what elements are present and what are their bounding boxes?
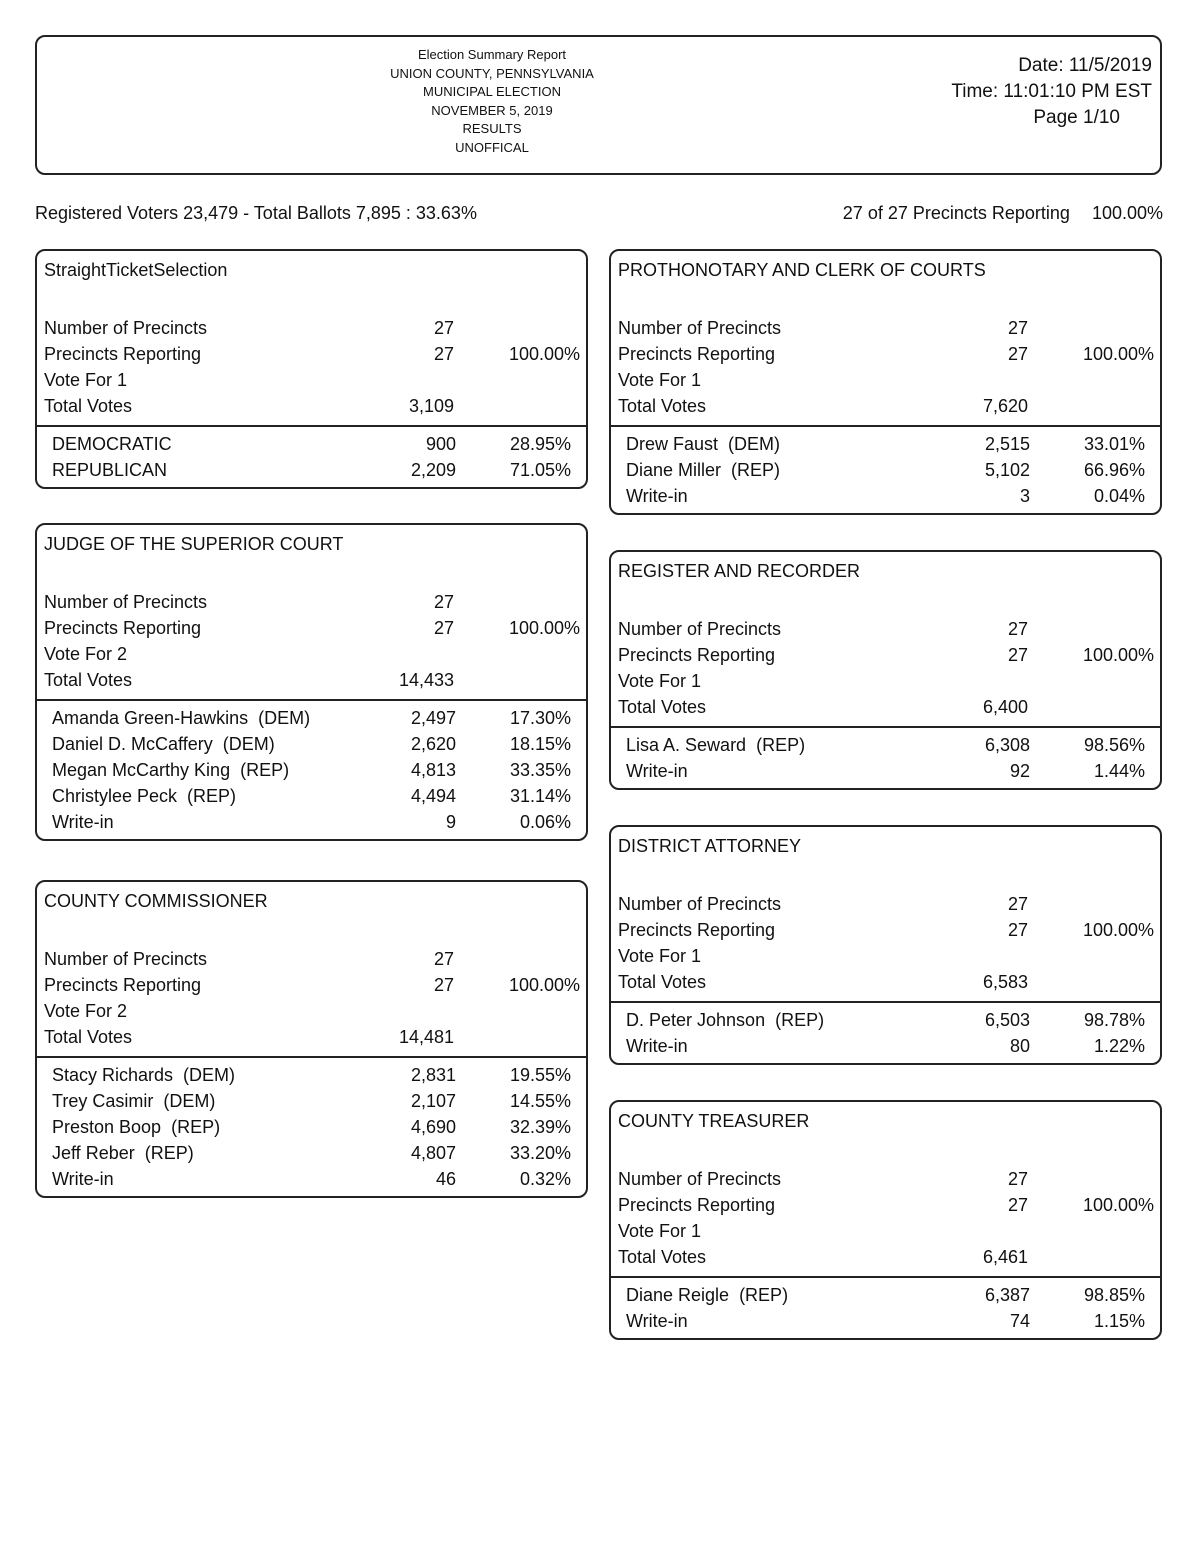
candidate-row [37, 1140, 586, 1166]
candidate-votes: 9 [445, 812, 456, 832]
candidate-list [611, 431, 1160, 513]
precincts-reporting-row [611, 1192, 1160, 1218]
candidate-percent: 0.06% [519, 812, 571, 832]
candidate-votes: 92 [1009, 761, 1030, 781]
vote-for-label: Vote For 1 [44, 370, 128, 390]
total-votes-row [37, 393, 586, 419]
candidate-percent: 19.55% [509, 1065, 571, 1085]
candidate-row [611, 758, 1160, 784]
total-votes-row [37, 667, 586, 693]
candidate-row [37, 731, 586, 757]
number-of-precincts-label: Number of Precincts [44, 318, 208, 338]
number-of-precincts-value: 27 [1007, 619, 1028, 639]
vote-for-row [611, 367, 1160, 393]
candidate-percent: 71.05% [509, 460, 571, 480]
race-box [35, 880, 588, 1198]
candidate-votes: 4,813 [410, 760, 456, 780]
precincts-reporting-label: Precincts Reporting [44, 344, 202, 364]
precincts-reporting-value: 27 [433, 618, 454, 638]
total-votes-value: 7,620 [982, 396, 1028, 416]
total-votes-value: 6,461 [982, 1247, 1028, 1267]
candidate-name: Amanda Green-Hawkins (DEM) [52, 708, 311, 728]
race-title: COUNTY COMMISSIONER [44, 891, 268, 911]
race-info [37, 581, 586, 693]
candidate-votes: 2,515 [984, 434, 1030, 454]
precincts-reporting-value: 27 [1007, 344, 1028, 364]
divider [37, 425, 586, 427]
candidate-name: Diane Miller (REP) [626, 460, 781, 480]
candidate-votes: 46 [435, 1169, 456, 1189]
total-votes-label: Total Votes [618, 972, 707, 992]
candidate-votes: 4,807 [410, 1143, 456, 1163]
candidate-votes: 6,308 [984, 735, 1030, 755]
candidate-row [37, 1062, 586, 1088]
candidate-percent: 66.96% [1083, 460, 1145, 480]
race-info [37, 307, 586, 419]
candidate-list [611, 1007, 1160, 1063]
results-label: RESULTS [462, 121, 522, 136]
number-of-precincts-label: Number of Precincts [618, 894, 782, 914]
unofficial-label: UNOFFICAL [455, 139, 529, 155]
vote-for-label: Vote For 2 [44, 644, 128, 664]
candidate-percent: 18.15% [509, 734, 571, 754]
candidate-row [37, 1166, 586, 1192]
candidate-percent: 0.04% [1093, 486, 1145, 506]
vote-for-label: Vote For 1 [618, 370, 702, 390]
race-info [611, 883, 1160, 995]
race-box [609, 249, 1162, 515]
vote-for-row [611, 943, 1160, 969]
page-number: Page 1/10 [1033, 107, 1120, 128]
race-title: DISTRICT ATTORNEY [618, 836, 802, 856]
vote-for-label: Vote For 1 [618, 1221, 702, 1241]
precincts-reporting-label: Precincts Reporting [618, 645, 776, 665]
race-box [35, 249, 588, 489]
candidate-list [37, 1062, 586, 1196]
number-of-precincts-row [37, 315, 586, 341]
precincts-reporting-percent: 100.00% [1082, 920, 1154, 940]
candidate-row [611, 1007, 1160, 1033]
vote-for-label: Vote For 1 [618, 671, 702, 691]
candidate-list [611, 1282, 1160, 1338]
race-title: COUNTY TREASURER [618, 1111, 810, 1131]
candidate-name: Christylee Peck (REP) [52, 786, 237, 806]
candidate-percent: 33.01% [1083, 434, 1145, 454]
race-box [609, 550, 1162, 790]
total-votes-value: 3,109 [408, 396, 454, 416]
candidate-row [37, 705, 586, 731]
number-of-precincts-label: Number of Precincts [618, 1169, 782, 1189]
candidate-percent: 98.56% [1083, 735, 1145, 755]
number-of-precincts-value: 27 [433, 949, 454, 969]
candidate-name: Write-in [626, 761, 688, 781]
precincts-reporting-row [37, 972, 586, 998]
candidate-percent: 28.95% [509, 434, 571, 454]
precincts-reporting-value: 27 [433, 344, 454, 364]
candidate-percent: 98.78% [1083, 1010, 1145, 1030]
precincts-reporting-percent: 100.00% [1082, 645, 1154, 665]
race-box [609, 1100, 1162, 1340]
vote-for-label: Vote For 1 [618, 946, 702, 966]
candidate-row [611, 1033, 1160, 1059]
race-title: PROTHONOTARY AND CLERK OF COURTS [618, 260, 986, 280]
county-name: UNION COUNTY, PENNSYLVANIA [390, 65, 594, 81]
candidate-percent: 1.44% [1093, 761, 1145, 781]
election-date: NOVEMBER 5, 2019 [431, 102, 553, 118]
candidate-row [37, 1114, 586, 1140]
total-votes-label: Total Votes [618, 697, 707, 717]
election-type: MUNICIPAL ELECTION [423, 84, 561, 99]
precincts-reporting-value: 27 [433, 975, 454, 995]
candidate-name: REPUBLICAN [52, 460, 168, 480]
total-votes-value: 6,400 [982, 697, 1028, 717]
precincts-reporting-row [611, 917, 1160, 943]
candidate-votes: 5,102 [984, 460, 1030, 480]
divider [37, 699, 586, 701]
race-box [35, 523, 588, 841]
total-votes-row [611, 969, 1160, 995]
report-date: Date: 11/5/2019 [1018, 55, 1152, 76]
candidate-name: Write-in [52, 1169, 114, 1189]
precincts-reporting-label: Precincts Reporting [618, 1195, 776, 1215]
candidate-row [611, 457, 1160, 483]
precincts-reporting-text: 27 of 27 Precincts Reporting [842, 203, 1070, 223]
precincts-reporting-row [611, 341, 1160, 367]
candidate-votes: 80 [1009, 1036, 1030, 1056]
total-votes-row [37, 1024, 586, 1050]
candidate-row [37, 1088, 586, 1114]
race-title: StraightTicketSelection [44, 260, 228, 280]
candidate-name: Write-in [626, 1036, 688, 1056]
total-votes-row [611, 694, 1160, 720]
candidate-name: Daniel D. McCaffery (DEM) [52, 734, 275, 754]
candidate-name: Write-in [626, 1311, 688, 1331]
race-info [611, 307, 1160, 419]
report-time: Time: 11:01:10 PM EST [951, 81, 1152, 102]
total-votes-label: Total Votes [44, 396, 133, 416]
number-of-precincts-value: 27 [433, 592, 454, 612]
candidate-name: Diane Reigle (REP) [626, 1285, 789, 1305]
total-votes-label: Total Votes [44, 1027, 133, 1047]
candidate-votes: 6,503 [984, 1010, 1030, 1030]
candidate-votes: 2,209 [410, 460, 456, 480]
candidate-row [37, 757, 586, 783]
candidate-percent: 17.30% [509, 708, 571, 728]
number-of-precincts-value: 27 [1007, 894, 1028, 914]
candidate-percent: 31.14% [509, 786, 571, 806]
precincts-reporting-value: 27 [1007, 920, 1028, 940]
number-of-precincts-value: 27 [1007, 1169, 1028, 1189]
precincts-reporting-pct: 100.00% [1091, 203, 1163, 223]
candidate-percent: 14.55% [509, 1091, 571, 1111]
precincts-reporting-row [37, 615, 586, 641]
vote-for-row [37, 998, 586, 1024]
race-info [611, 1158, 1160, 1270]
candidate-row [37, 783, 586, 809]
candidate-percent: 33.35% [509, 760, 571, 780]
race-box [609, 825, 1162, 1065]
precincts-reporting-label: Precincts Reporting [44, 975, 202, 995]
candidate-row [611, 1282, 1160, 1308]
number-of-precincts-label: Number of Precincts [618, 318, 782, 338]
candidate-row [611, 431, 1160, 457]
candidate-list [37, 431, 586, 487]
race-info [611, 608, 1160, 720]
candidate-votes: 3 [1019, 486, 1030, 506]
precincts-reporting-label: Precincts Reporting [44, 618, 202, 638]
total-votes-value: 14,433 [398, 670, 454, 690]
candidate-row [611, 483, 1160, 509]
precincts-reporting-row [37, 341, 586, 367]
candidate-percent: 33.20% [509, 1143, 571, 1163]
vote-for-row [37, 641, 586, 667]
candidate-percent: 32.39% [509, 1117, 571, 1137]
number-of-precincts-label: Number of Precincts [618, 619, 782, 639]
total-votes-label: Total Votes [618, 396, 707, 416]
report-title-block [37, 46, 947, 157]
precincts-reporting-label: Precincts Reporting [618, 344, 776, 364]
race-title: REGISTER AND RECORDER [618, 561, 861, 581]
precincts-reporting-percent: 100.00% [1082, 1195, 1154, 1215]
precincts-reporting-value: 27 [1007, 1195, 1028, 1215]
candidate-list [611, 732, 1160, 788]
candidate-votes: 2,831 [410, 1065, 456, 1085]
candidate-votes: 4,494 [410, 786, 456, 806]
candidate-name: Jeff Reber (REP) [52, 1143, 194, 1163]
candidate-name: Write-in [52, 812, 114, 832]
voter-summary: Registered Voters 23,479 - Total Ballots 7,895 : 33.63% [35, 203, 477, 223]
divider [611, 425, 1160, 427]
candidate-percent: 98.85% [1083, 1285, 1145, 1305]
candidate-row [37, 431, 586, 457]
number-of-precincts-row [611, 616, 1160, 642]
divider [611, 1001, 1160, 1003]
report-title: Election Summary Report [417, 47, 567, 62]
candidate-votes: 4,690 [410, 1117, 456, 1137]
precincts-reporting-percent: 100.00% [1082, 344, 1154, 364]
candidate-name: Trey Casimir (DEM) [52, 1091, 216, 1111]
number-of-precincts-value: 27 [433, 318, 454, 338]
divider [611, 726, 1160, 728]
vote-for-row [611, 1218, 1160, 1244]
precincts-reporting-value: 27 [1007, 645, 1028, 665]
candidate-votes: 2,620 [410, 734, 456, 754]
total-votes-row [611, 393, 1160, 419]
number-of-precincts-row [611, 891, 1160, 917]
candidate-votes: 2,107 [410, 1091, 456, 1111]
race-title: JUDGE OF THE SUPERIOR COURT [44, 534, 344, 554]
candidate-name: Preston Boop (REP) [52, 1117, 221, 1137]
candidate-votes: 2,497 [410, 708, 456, 728]
report-header [35, 35, 1162, 175]
number-of-precincts-row [611, 315, 1160, 341]
candidate-name: DEMOCRATIC [52, 434, 172, 454]
number-of-precincts-row [37, 589, 586, 615]
number-of-precincts-label: Number of Precincts [44, 949, 208, 969]
candidate-percent: 1.15% [1093, 1311, 1145, 1331]
candidate-votes: 74 [1009, 1311, 1030, 1331]
total-votes-label: Total Votes [44, 670, 133, 690]
candidate-row [37, 457, 586, 483]
candidate-percent: 1.22% [1093, 1036, 1145, 1056]
precincts-reporting-percent: 100.00% [508, 975, 580, 995]
candidate-row [611, 1308, 1160, 1334]
number-of-precincts-row [611, 1166, 1160, 1192]
number-of-precincts-row [37, 946, 586, 972]
divider [37, 1056, 586, 1058]
precincts-reporting-row [611, 642, 1160, 668]
total-votes-row [611, 1244, 1160, 1270]
total-votes-value: 6,583 [982, 972, 1028, 992]
candidate-row [37, 809, 586, 835]
vote-for-row [611, 668, 1160, 694]
precincts-reporting-label: Precincts Reporting [618, 920, 776, 940]
candidate-name: Write-in [626, 486, 688, 506]
divider [611, 1276, 1160, 1278]
vote-for-row [37, 367, 586, 393]
candidate-votes: 6,387 [984, 1285, 1030, 1305]
candidate-name: Megan McCarthy King (REP) [52, 760, 290, 780]
number-of-precincts-value: 27 [1007, 318, 1028, 338]
candidate-votes: 900 [425, 434, 456, 454]
precincts-reporting-percent: 100.00% [508, 344, 580, 364]
total-votes-label: Total Votes [618, 1247, 707, 1267]
number-of-precincts-label: Number of Precincts [44, 592, 208, 612]
candidate-name: Lisa A. Seward (REP) [626, 735, 806, 755]
candidate-percent: 0.32% [519, 1169, 571, 1189]
candidate-name: D. Peter Johnson (REP) [626, 1010, 825, 1030]
precincts-summary [843, 203, 1163, 224]
total-votes-value: 14,481 [398, 1027, 454, 1047]
report-meta [951, 53, 1152, 131]
candidate-row [611, 732, 1160, 758]
vote-for-label: Vote For 2 [44, 1001, 128, 1021]
candidate-list [37, 705, 586, 839]
precincts-reporting-percent: 100.00% [508, 618, 580, 638]
candidate-name: Stacy Richards (DEM) [52, 1065, 236, 1085]
race-info [37, 938, 586, 1050]
candidate-name: Drew Faust (DEM) [626, 434, 781, 454]
